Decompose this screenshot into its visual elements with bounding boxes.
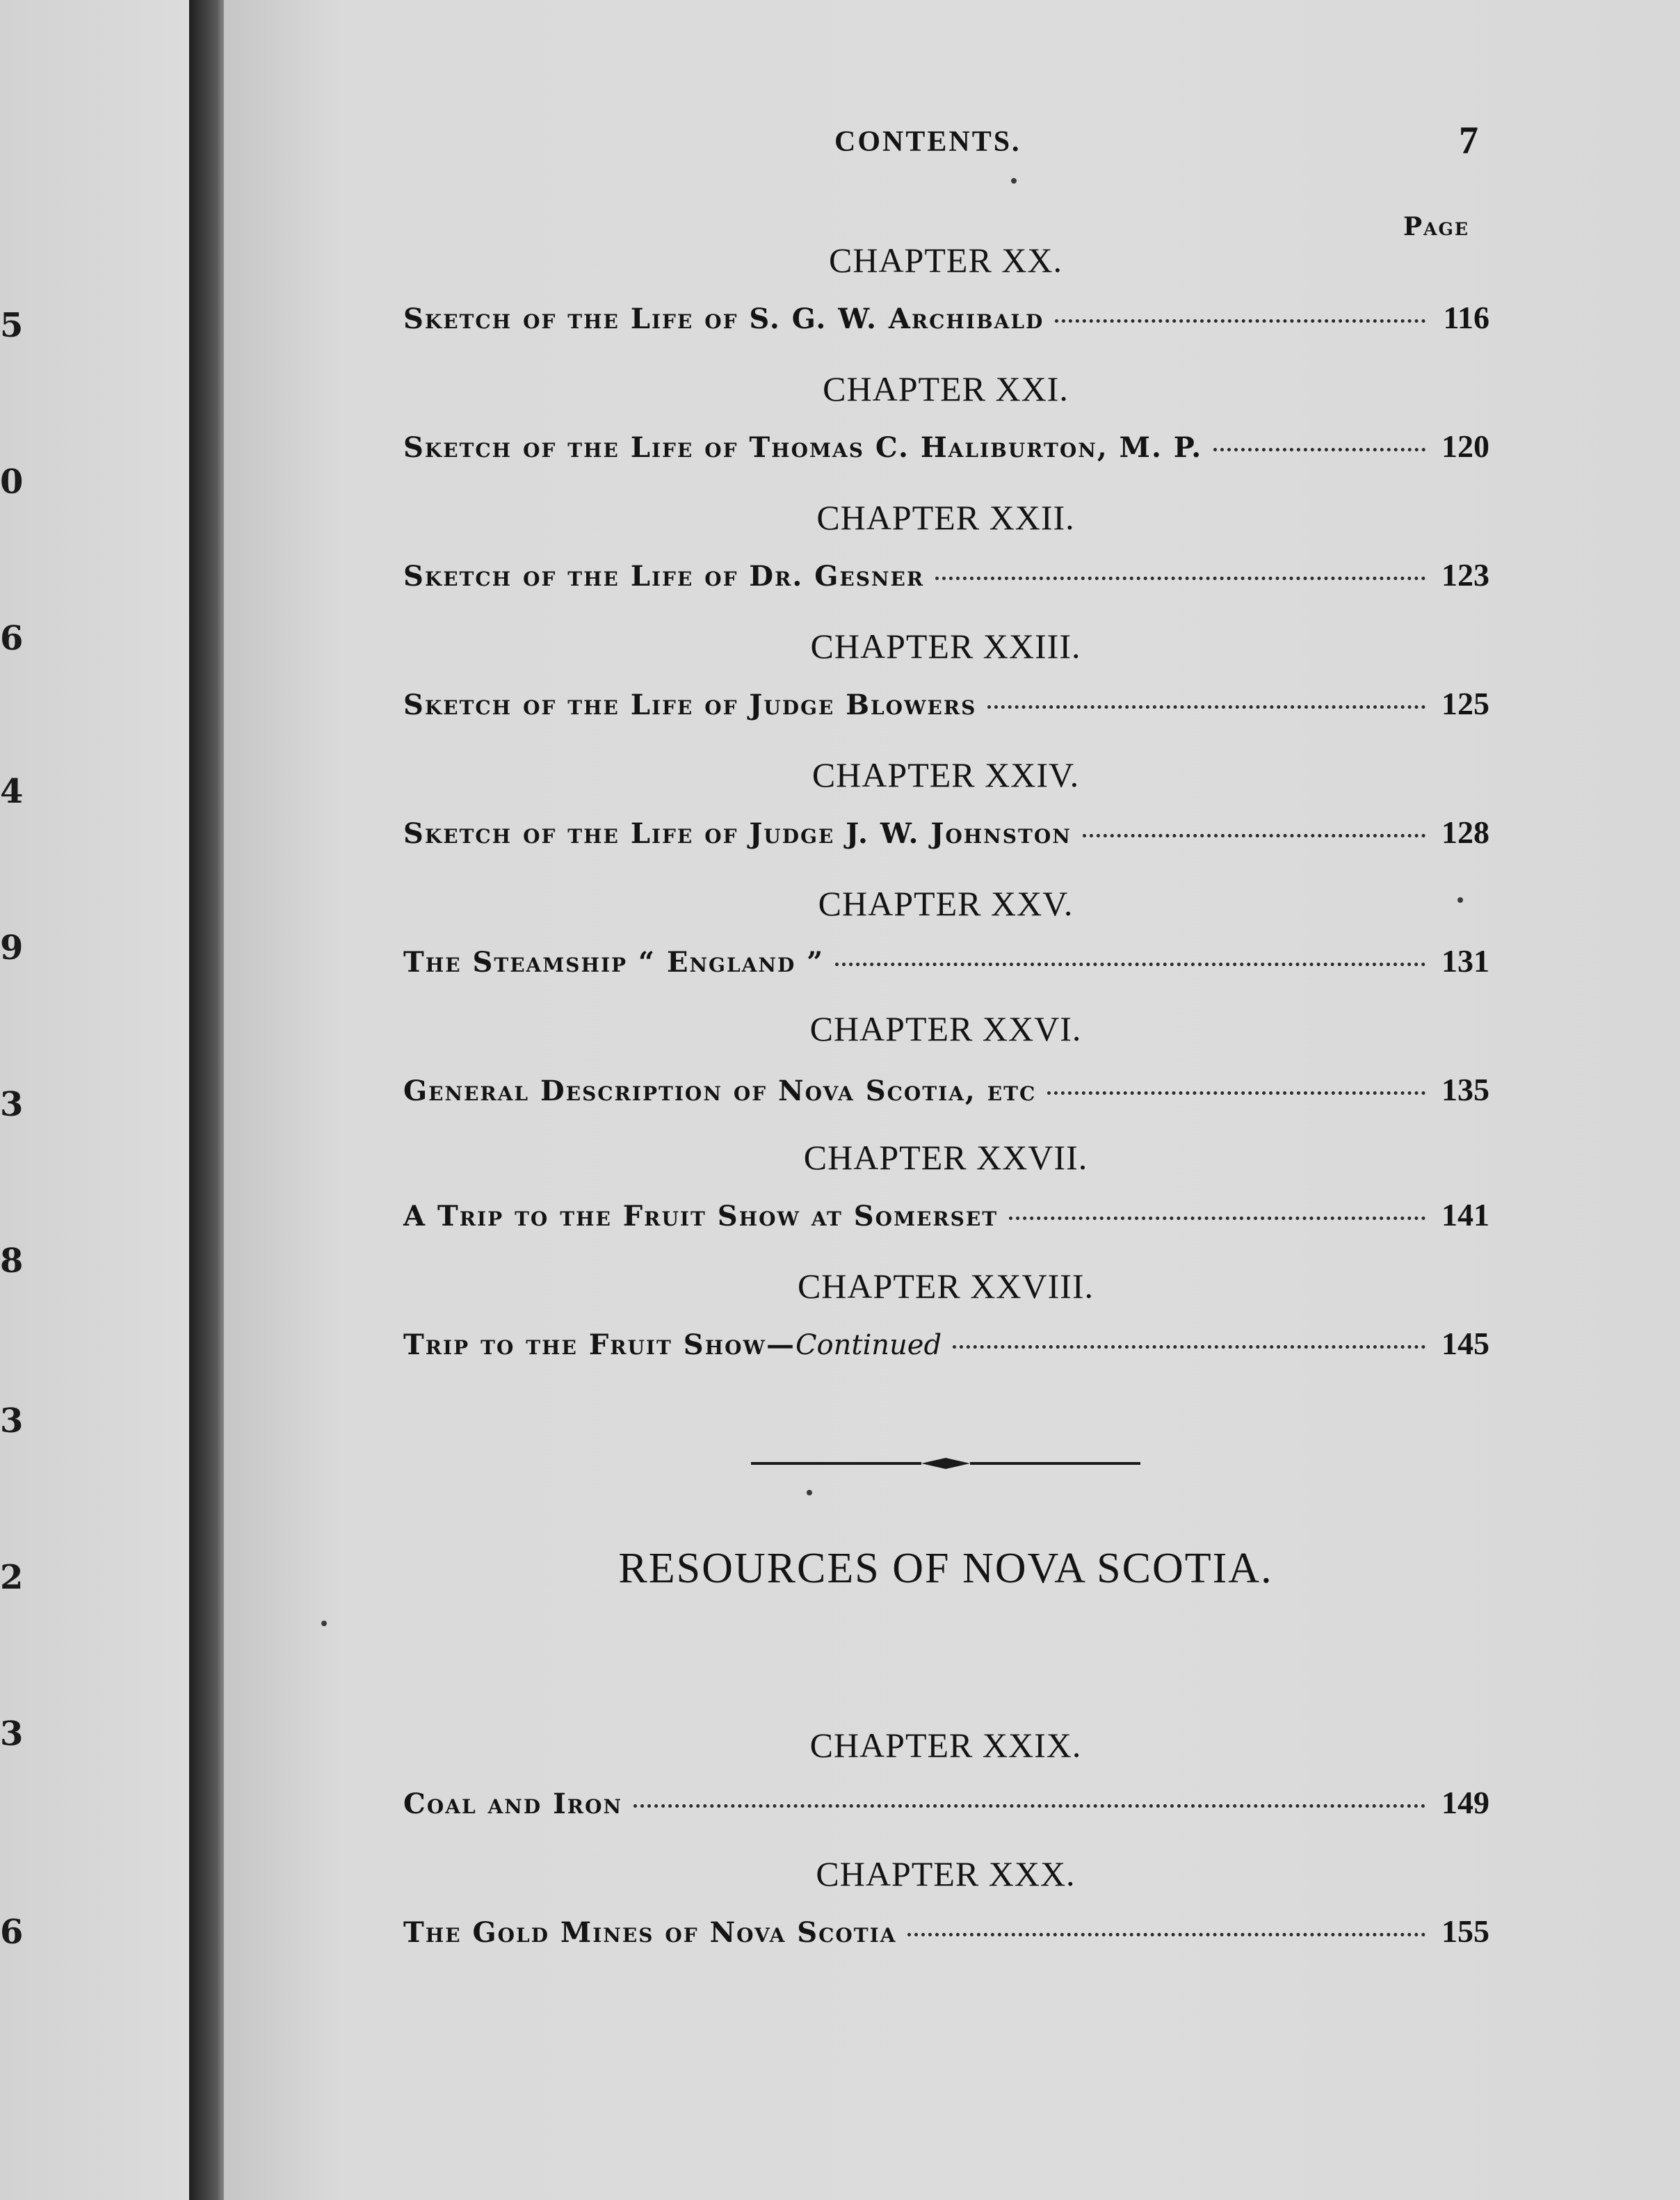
chapter-heading: CHAPTER XXII. (816, 498, 1075, 537)
toc-entry-page: 141 (1441, 1197, 1489, 1233)
facing-page-digit: 6 (0, 619, 24, 658)
running-head: CONTENTS. (834, 126, 1021, 158)
toc-entry-page: 128 (1441, 814, 1489, 850)
dot-leader (1083, 834, 1425, 837)
facing-page-digit: 3 (0, 1402, 24, 1440)
dot-leader (1055, 319, 1425, 323)
toc-entry-page: 123 (1441, 557, 1489, 593)
page-number: 7 (1459, 119, 1478, 162)
dot-leader (935, 577, 1425, 580)
book-gutter-shadow (189, 0, 224, 2200)
toc-entry[interactable] (403, 1071, 1489, 1108)
dot-leader (953, 1345, 1425, 1349)
toc-entry[interactable] (403, 814, 1489, 851)
toc-entry[interactable] (403, 1784, 1489, 1821)
toc-entry-page: 131 (1441, 943, 1489, 979)
page-column-label: Page (1403, 212, 1469, 241)
facing-page-digit: 9 (0, 929, 24, 967)
chapter-heading: CHAPTER XX. (828, 241, 1063, 280)
toc-entry-title: A Trip to the Fruit Show at Somerset (403, 1200, 999, 1233)
section-heading: RESOURCES OF NOVA SCOTIA. (618, 1545, 1273, 1592)
toc-entry[interactable] (403, 1325, 1489, 1362)
dot-leader (907, 1933, 1425, 1936)
toc-entry-title: Sketch of the Life of S. G. W. Archibald (403, 303, 1044, 335)
chapter-heading: CHAPTER XXVII. (803, 1138, 1088, 1177)
toc-entry-page: 120 (1441, 428, 1489, 464)
dot-leader (1213, 448, 1425, 451)
toc-entry[interactable] (403, 1196, 1489, 1233)
facing-page-edge (0, 0, 189, 2200)
facing-page-digit: 0 (0, 463, 24, 501)
facing-page-digit: 5 (0, 306, 24, 345)
dot-leader (1047, 1091, 1425, 1095)
chapter-heading: CHAPTER XXX. (816, 1854, 1076, 1893)
scan-speck (1457, 897, 1463, 903)
chapter-heading: CHAPTER XXI. (823, 369, 1069, 408)
toc-entry-title: The Steamship “ England ” (403, 946, 825, 979)
chapter-heading: CHAPTER XXIV. (811, 755, 1080, 794)
toc-entry-page: 135 (1441, 1072, 1489, 1107)
facing-page-digit: 6 (0, 1913, 24, 1952)
toc-entry[interactable] (403, 299, 1489, 336)
toc-entry-title: Sketch of the Life of Judge Blowers (403, 689, 977, 721)
chapter-heading: CHAPTER XXV. (818, 884, 1074, 923)
facing-page-digit: 3 (0, 1715, 24, 1753)
toc-entry-title: The Gold Mines of Nova Scotia (403, 1916, 897, 1949)
toc-entry-title: Coal and Iron (403, 1788, 623, 1820)
facing-page-digit: 3 (0, 1085, 24, 1124)
toc-entry[interactable] (403, 942, 1489, 979)
toc-entry-page: 116 (1443, 300, 1489, 335)
dot-leader (987, 705, 1425, 709)
ornamental-rule (751, 1456, 1140, 1470)
facing-page-digit: 2 (0, 1558, 24, 1597)
chapter-heading: CHAPTER XXVI. (809, 1009, 1082, 1048)
toc-entry-page: 125 (1441, 686, 1489, 721)
facing-page-digit: 8 (0, 1242, 24, 1280)
dot-leader (1009, 1217, 1425, 1220)
dot-leader (633, 1804, 1425, 1808)
toc-entry-title (403, 1328, 942, 1361)
scan-speck (1011, 178, 1017, 184)
toc-entry-page: 149 (1441, 1785, 1489, 1820)
toc-entry-title-italic: Continued (795, 1329, 942, 1361)
toc-entry[interactable] (403, 685, 1489, 722)
chapter-heading: CHAPTER XXVIII. (797, 1267, 1095, 1306)
toc-entry-title: General Description of Nova Scotia, etc (403, 1075, 1037, 1107)
toc-entry-title: Sketch of the Life of Dr. Gesner (403, 560, 925, 593)
toc-entry-title: Sketch of the Life of Thomas C. Haliburton, M. P. (403, 431, 1203, 464)
chapter-heading: CHAPTER XXIX. (809, 1726, 1082, 1765)
scan-speck (807, 1490, 812, 1495)
dot-leader (835, 963, 1425, 966)
facing-page-digit: 4 (0, 772, 24, 811)
toc-entry-page: 155 (1441, 1913, 1489, 1949)
chapter-heading: CHAPTER XXIII. (810, 627, 1081, 666)
toc-entry-page: 145 (1441, 1326, 1489, 1361)
toc-entry-title: Sketch of the Life of Judge J. W. Johnston (403, 817, 1072, 850)
toc-entry[interactable] (403, 556, 1489, 593)
toc-entry[interactable] (403, 1913, 1489, 1950)
toc-entry[interactable] (403, 428, 1489, 465)
scan-speck (321, 1621, 327, 1626)
toc-entry-title-main: Trip to the Fruit Show— (403, 1328, 795, 1361)
